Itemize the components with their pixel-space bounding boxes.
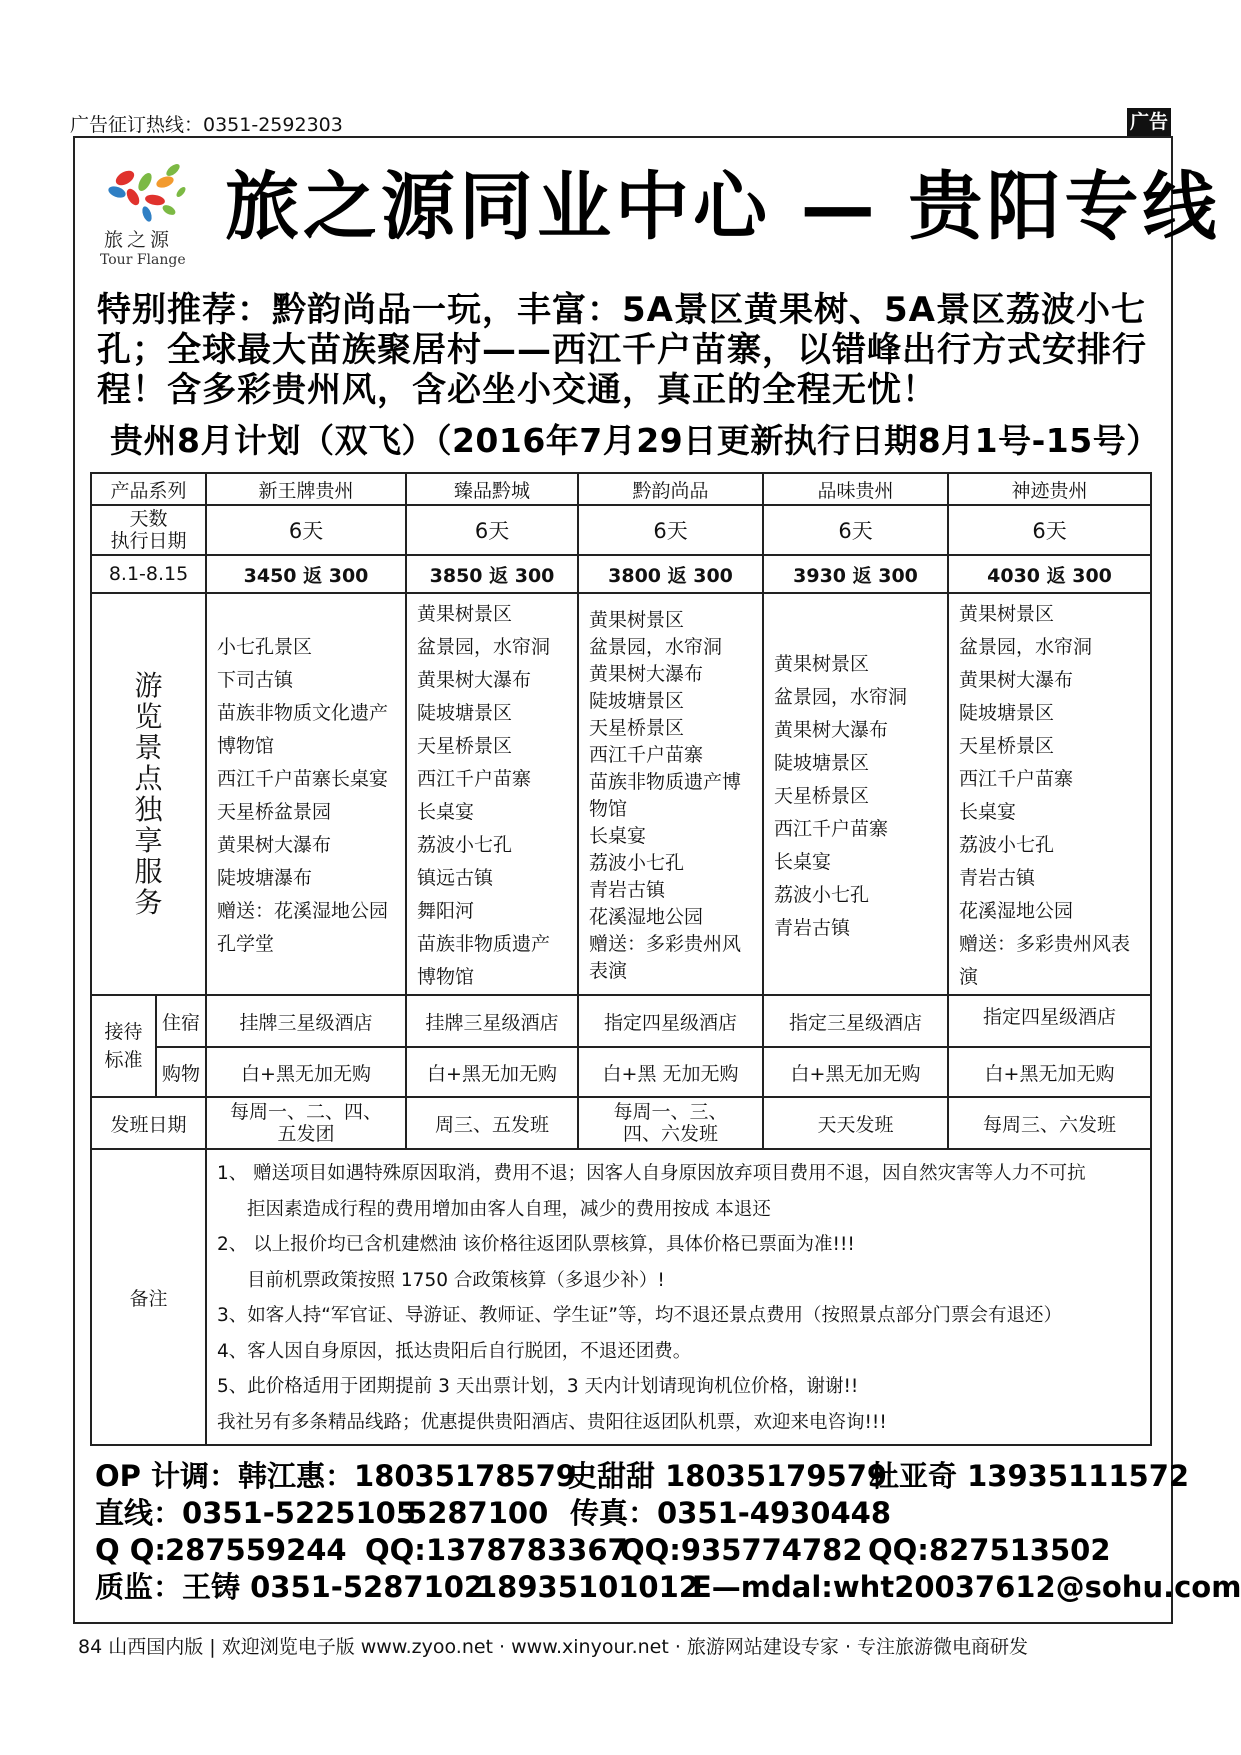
sight-item: 黄果树景区 — [589, 609, 685, 631]
notes-row — [91, 1149, 1151, 1445]
sight-item: 陡坡塘景区 — [417, 702, 513, 724]
shopping-value: 白+黑无加无购 — [948, 1047, 1151, 1097]
logo-petals — [107, 162, 187, 223]
sight-item: 盆景园，水帘洞 — [774, 685, 908, 708]
sight-item: 孔学堂 — [217, 933, 275, 955]
sight-item: 镇远古镇 — [417, 867, 494, 889]
sight-item: 苗族非物质遗产博物馆 — [589, 771, 742, 820]
sight-item: 西江千户苗寨 — [959, 768, 1074, 790]
lodging-value: 指定四星级酒店 — [948, 995, 1151, 1047]
sight-item: 黄果树大瀑布 — [417, 669, 532, 691]
sight-item: 长桌宴 — [774, 850, 832, 873]
date-range: 8.1-8.15 — [91, 555, 206, 593]
qa-mobile: 18935101012 — [477, 1570, 699, 1604]
sight-item: 长桌宴 — [959, 801, 1017, 823]
departure-row — [91, 1097, 1151, 1149]
lodging-value: 挂牌三星级酒店 — [406, 995, 578, 1047]
days-label-line1: 天数 — [129, 508, 168, 530]
sight-item: 盆景园，水帘洞 — [417, 636, 551, 658]
sight-item: 黄果树景区 — [959, 603, 1055, 625]
sight-item: 黄果树景区 — [417, 603, 513, 625]
sight-item: 博物馆 — [217, 735, 275, 757]
sight-item: 天星桥景区 — [959, 735, 1055, 757]
fax-number: 传真：0351-4930448 — [570, 1496, 892, 1530]
sight-item: 天星桥盆景园 — [217, 801, 332, 823]
op-label: OP 计调： — [95, 1459, 239, 1493]
promo-text: 特别推荐：黔韵尚品一玩，丰富：5A景区黄果树、5A景区荔波小七孔；全球最大苗族聚居村——西江千户苗寨，以错峰出行方式安排行程！含多彩贵州风，含必坐小交通，真正的全程无忧！ — [97, 290, 1147, 410]
sight-item: 西江千户苗寨 — [417, 768, 532, 790]
note-line: 4、客人因自身原因，抵达贵阳后自行脱团，不退还团费。 — [217, 1340, 692, 1362]
departure-value: 每周三、六发班 — [948, 1097, 1151, 1149]
sight-item: 西江千户苗寨 — [589, 744, 704, 766]
lodging-label: 住宿 — [156, 995, 206, 1047]
days-value: 6天 — [406, 505, 578, 555]
table-header-row — [91, 473, 1151, 505]
shopping-value: 白+黑 无加无购 — [578, 1047, 763, 1097]
shopping-value: 白+黑无加无购 — [763, 1047, 948, 1097]
shopping-value: 白+黑无加无购 — [206, 1047, 406, 1097]
sight-item: 花溪湿地公园 — [959, 900, 1074, 922]
sight-item: 陡坡塘瀑布 — [217, 867, 313, 889]
contact-row-qa — [95, 1569, 1241, 1606]
days-row — [91, 505, 1151, 555]
sight-item: 小七孔景区 — [217, 636, 313, 658]
sight-item: 赠送：多彩贵州风表演 — [589, 933, 742, 982]
op-contact: 韩江惠：18035178579 — [238, 1459, 576, 1493]
sight-item: 长桌宴 — [417, 801, 475, 823]
days-value: 6天 — [948, 505, 1151, 555]
lodging-row — [91, 995, 1151, 1047]
departure-value: 周三、五发班 — [406, 1097, 578, 1149]
direct-phone: 5287100 — [407, 1496, 549, 1530]
op-contact: 史甜甜 18035179579 — [568, 1459, 888, 1493]
sights-row — [91, 593, 1151, 995]
sight-item: 黄果树大瀑布 — [774, 718, 889, 741]
email-address: E—mdal:wht20037612@sohu.com — [692, 1570, 1241, 1604]
ad-tag: 广告 — [1127, 108, 1171, 136]
shopping-label: 购物 — [156, 1047, 206, 1097]
standard-label-text: 接待标准 — [104, 1021, 143, 1071]
note-line: 拒因素造成行程的费用增加由客人自理，减少的费用按成 本退还 — [247, 1198, 771, 1220]
lodging-value: 指定三星级酒店 — [763, 995, 948, 1047]
departure-label: 发班日期 — [91, 1097, 206, 1149]
sights-list — [578, 593, 763, 995]
qq-number: QQ:1378783367 — [365, 1533, 628, 1567]
page-title: 旅之源同业中心 — 贵阳专线 — [225, 164, 1221, 250]
plan-subtitle: 贵州8月计划（双飞）（2016年7月29日更新执行日期8月1号-15号） — [110, 421, 1160, 460]
shopping-value: 白+黑无加无购 — [406, 1047, 578, 1097]
sight-item: 赠送：多彩贵州风表演 — [959, 933, 1131, 988]
sights-label-text: 游览景点 独享服务 — [134, 669, 163, 919]
sight-item: 盆景园，水帘洞 — [959, 636, 1093, 658]
sight-item: 花溪湿地公园 — [589, 906, 704, 928]
qq-number: 287559244 — [165, 1533, 347, 1567]
sight-item: 天星桥景区 — [589, 717, 685, 739]
sights-list — [948, 593, 1151, 995]
contact-row-direct — [95, 1495, 1241, 1532]
sight-item: 黄果树大瀑布 — [217, 834, 332, 856]
sight-item: 陡坡塘景区 — [774, 751, 870, 774]
contact-row-qq — [95, 1532, 1241, 1569]
direct-label: 直线： — [95, 1496, 183, 1530]
sight-item: 长桌宴 — [589, 825, 647, 847]
price-value: 3800 返 300 — [578, 555, 763, 593]
days-value: 6天 — [578, 505, 763, 555]
product-name: 新王牌贵州 — [206, 473, 406, 505]
note-line: 目前机票政策按照 1750 合政策核算（多退少补）! — [247, 1269, 665, 1291]
lodging-value: 挂牌三星级酒店 — [206, 995, 406, 1047]
sight-item: 陡坡塘景区 — [959, 702, 1055, 724]
sights-label — [91, 593, 206, 995]
departure-value: 天天发班 — [763, 1097, 948, 1149]
sight-item: 盆景园，水帘洞 — [589, 636, 723, 658]
sight-item: 黄果树大瀑布 — [589, 663, 704, 685]
contact-row-op — [95, 1458, 1241, 1495]
ad-hotline: 广告征订热线：0351-2592303 — [70, 114, 343, 136]
sights-list — [406, 593, 578, 995]
sight-item: 天星桥景区 — [417, 735, 513, 757]
sights-list — [763, 593, 948, 995]
shopping-row — [91, 1047, 1151, 1097]
days-label — [91, 505, 206, 555]
sight-item: 黄果树大瀑布 — [959, 669, 1074, 691]
price-value: 3450 返 300 — [206, 555, 406, 593]
sight-item: 天星桥景区 — [774, 784, 870, 807]
sight-item: 荔波小七孔 — [774, 883, 870, 906]
departure-value: 每周一、三、四、六发班 — [578, 1097, 763, 1149]
product-name: 品味贵州 — [763, 473, 948, 505]
qq-number: QQ:935774782 — [620, 1533, 863, 1567]
departure-value: 每周一、二、四、五发团 — [206, 1097, 406, 1149]
sight-item: 下司古镇 — [217, 669, 294, 691]
price-row — [91, 555, 1151, 593]
sight-item: 青岩古镇 — [959, 867, 1036, 889]
price-value: 4030 返 300 — [948, 555, 1151, 593]
note-line: 3、如客人持“军官证、导游证、教师证、学生证”等，均不退还景点费用（按照景点部分门票会有退还） — [217, 1305, 1062, 1326]
logo-text-en: Tour Flange — [100, 252, 186, 268]
direct-phone: 0351-5225105 — [182, 1496, 417, 1530]
sight-item: 赠送：花溪湿地公园 — [217, 900, 389, 922]
note-line: 5、此价格适用于团期提前 3 天出票计划，3 天内计划请现询机位价格，谢谢!! — [217, 1376, 859, 1397]
op-contact: 杜亚奇 13935111572 — [870, 1459, 1190, 1493]
contacts-block — [95, 1458, 1241, 1606]
note-line: 2、 以上报价均已含机建燃油 该价格往返团队票核算，具体价格已票面为准!!! — [217, 1234, 855, 1255]
days-label-line2: 执行日期 — [110, 530, 187, 552]
note-line: 我社另有多条精品线路；优惠提供贵阳酒店、贵阳往返团队机票，欢迎来电咨询!!! — [217, 1411, 887, 1433]
qa-contact: 质监：王铸 0351-5287102 — [95, 1570, 485, 1604]
sight-item: 陡坡塘景区 — [589, 690, 685, 712]
logo-text-cn: 旅之源 — [104, 229, 174, 251]
product-name: 黔韵尚品 — [578, 473, 763, 505]
sight-item: 苗族非物质文化遗产 — [217, 702, 389, 724]
page-footer: 84 山西国内版 | 欢迎浏览电子版 www.zyoo.net · www.xinyour.net · 旅游网站建设专家 · 专注旅游微电商研发 — [78, 1636, 1029, 1658]
note-line: 1、 赠送项目如遇特殊原因取消，费用不退；因客人自身原因放弃项目费用不退，因自然灾害等人力不可抗 — [217, 1163, 1086, 1184]
price-value: 3850 返 300 — [406, 555, 578, 593]
qq-label: Q Q: — [95, 1533, 166, 1567]
qq-number: QQ:827513502 — [868, 1533, 1111, 1567]
notes-text — [206, 1149, 1151, 1445]
sight-item: 荔波小七孔 — [589, 852, 685, 874]
product-name: 神迹贵州 — [948, 473, 1151, 505]
sight-item: 荔波小七孔 — [959, 834, 1055, 856]
days-value: 6天 — [206, 505, 406, 555]
sight-item: 苗族非物质遗产 — [417, 933, 551, 955]
sight-item: 荔波小七孔 — [417, 834, 513, 856]
sight-item: 博物馆 — [417, 966, 475, 988]
sight-item: 青岩古镇 — [589, 879, 666, 901]
product-name: 臻品黔城 — [406, 473, 578, 505]
standard-label — [91, 995, 156, 1097]
sights-list — [206, 593, 406, 995]
notes-label: 备注 — [91, 1149, 206, 1445]
sight-item: 舞阳河 — [417, 900, 475, 922]
col-header-product: 产品系列 — [91, 473, 206, 505]
lodging-value: 指定四星级酒店 — [578, 995, 763, 1047]
days-value: 6天 — [763, 505, 948, 555]
schedule-table — [90, 472, 1152, 1446]
price-value: 3930 返 300 — [763, 555, 948, 593]
sight-item: 黄果树景区 — [774, 652, 870, 675]
sight-item: 西江千户苗寨长桌宴 — [217, 768, 389, 790]
sight-item: 西江千户苗寨 — [774, 817, 889, 840]
sight-item: 青岩古镇 — [774, 916, 851, 939]
